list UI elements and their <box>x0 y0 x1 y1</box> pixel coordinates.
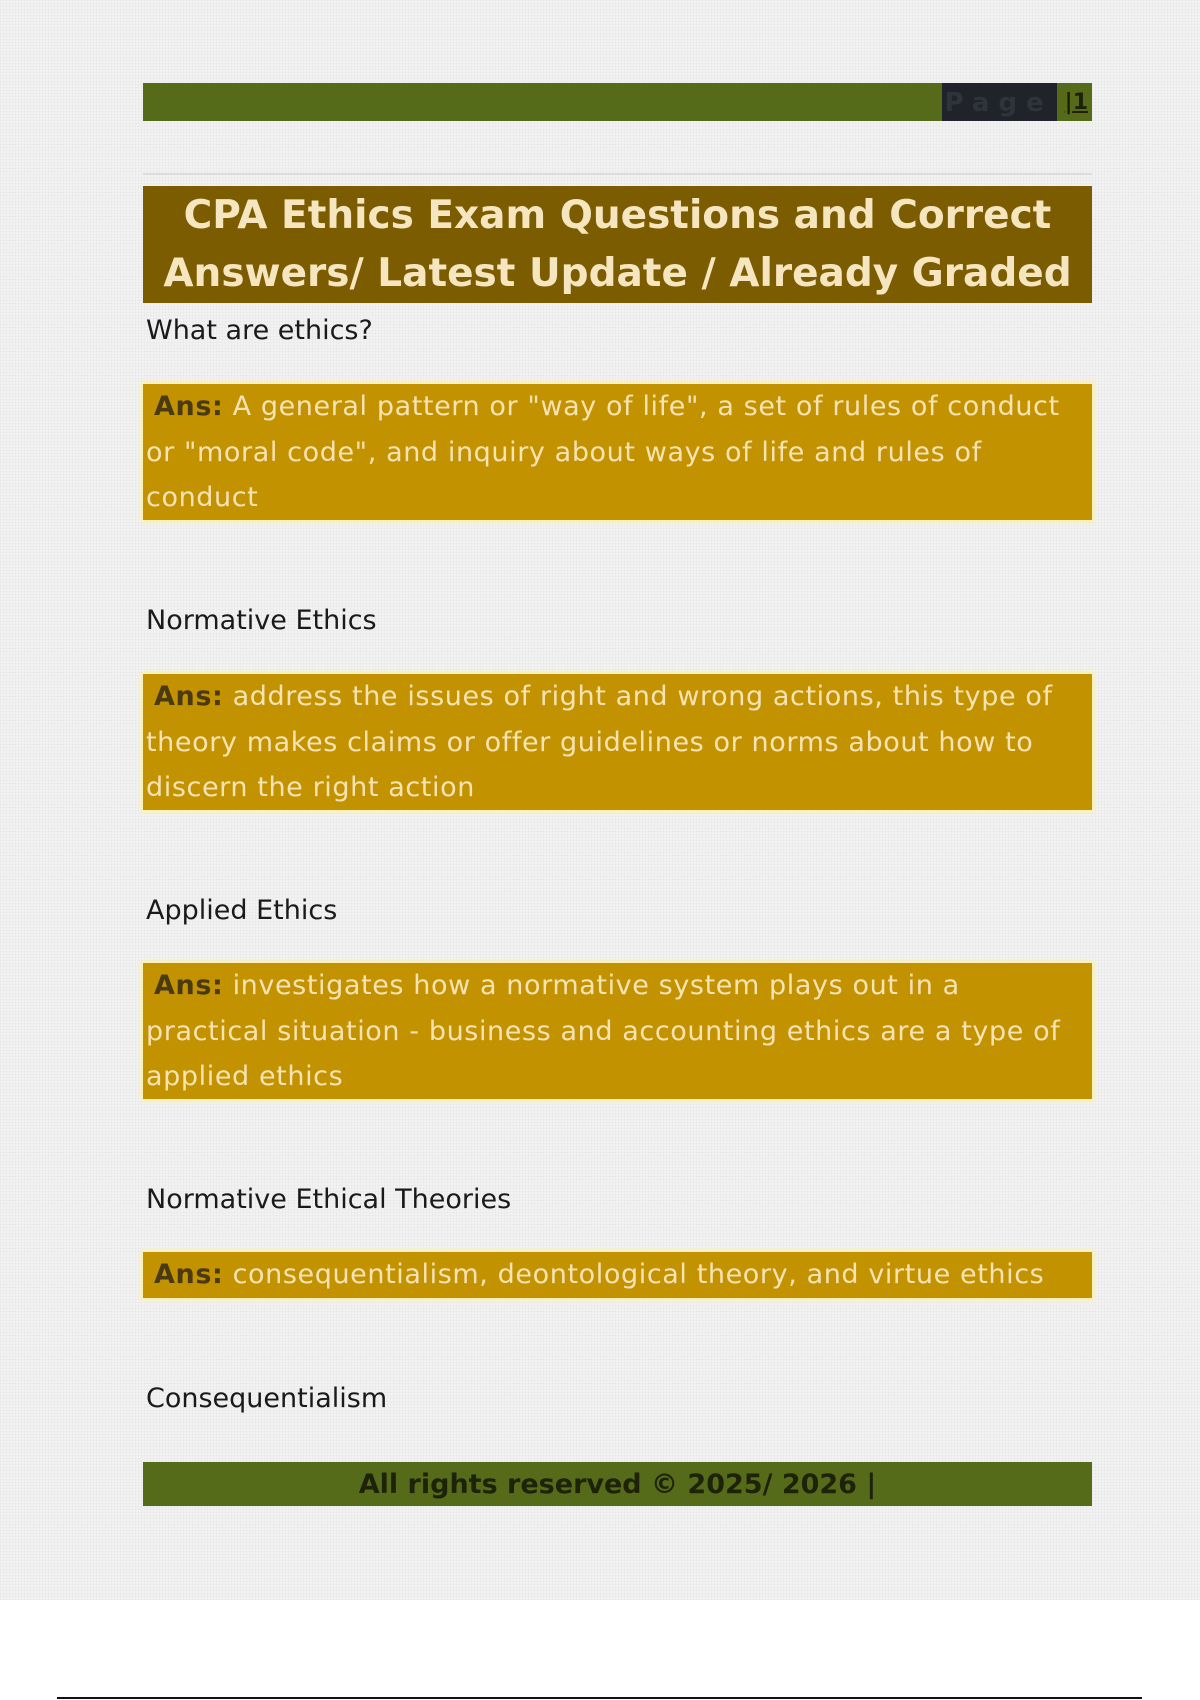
answer-text: consequentialism, deontological theory, and virtue ethics <box>232 1259 1045 1290</box>
bottom-divider <box>57 1697 1142 1699</box>
answer-text: A general pattern or "way of life", a set of rules of conduct or "moral code", and inquiry about ways of life and rules of conduct <box>146 391 1060 513</box>
page-label: Page <box>942 83 1056 121</box>
answer-3 <box>143 963 1092 1099</box>
answer-2 <box>143 674 1092 810</box>
document-title: CPA Ethics Exam Questions and Correct Answers/ Latest Update / Already Graded <box>143 186 1092 303</box>
page-footer-bar <box>143 1462 1092 1506</box>
question-5: Consequentialism <box>146 1383 388 1414</box>
question-1: What are ethics? <box>146 315 373 346</box>
question-3: Applied Ethics <box>146 895 338 926</box>
horizontal-rule <box>143 173 1092 175</box>
answer-4 <box>143 1252 1092 1298</box>
question-4: Normative Ethical Theories <box>146 1184 512 1215</box>
question-2: Normative Ethics <box>146 605 377 636</box>
copyright-text: All rights reserved © 2025/ 2026 | <box>358 1468 877 1500</box>
answer-prefix: Ans: <box>154 970 224 1001</box>
answer-prefix: Ans: <box>154 391 224 422</box>
page-number-block <box>942 83 1092 121</box>
answer-prefix: Ans: <box>154 681 224 712</box>
answer-prefix: Ans: <box>154 1259 224 1290</box>
answer-text: investigates how a normative system plays out in a practical situation - business and accounting ethics are a type of applied ethics <box>146 970 1061 1092</box>
answer-1 <box>143 384 1092 520</box>
page-number <box>1057 90 1092 115</box>
page-number-value: 1 <box>1072 89 1088 115</box>
page-separator: | <box>1064 89 1073 115</box>
page-header-bar <box>143 83 1092 121</box>
answer-text: address the issues of right and wrong actions, this type of theory makes claims or offer guidelines or norms about how to discern the right action <box>146 681 1053 803</box>
